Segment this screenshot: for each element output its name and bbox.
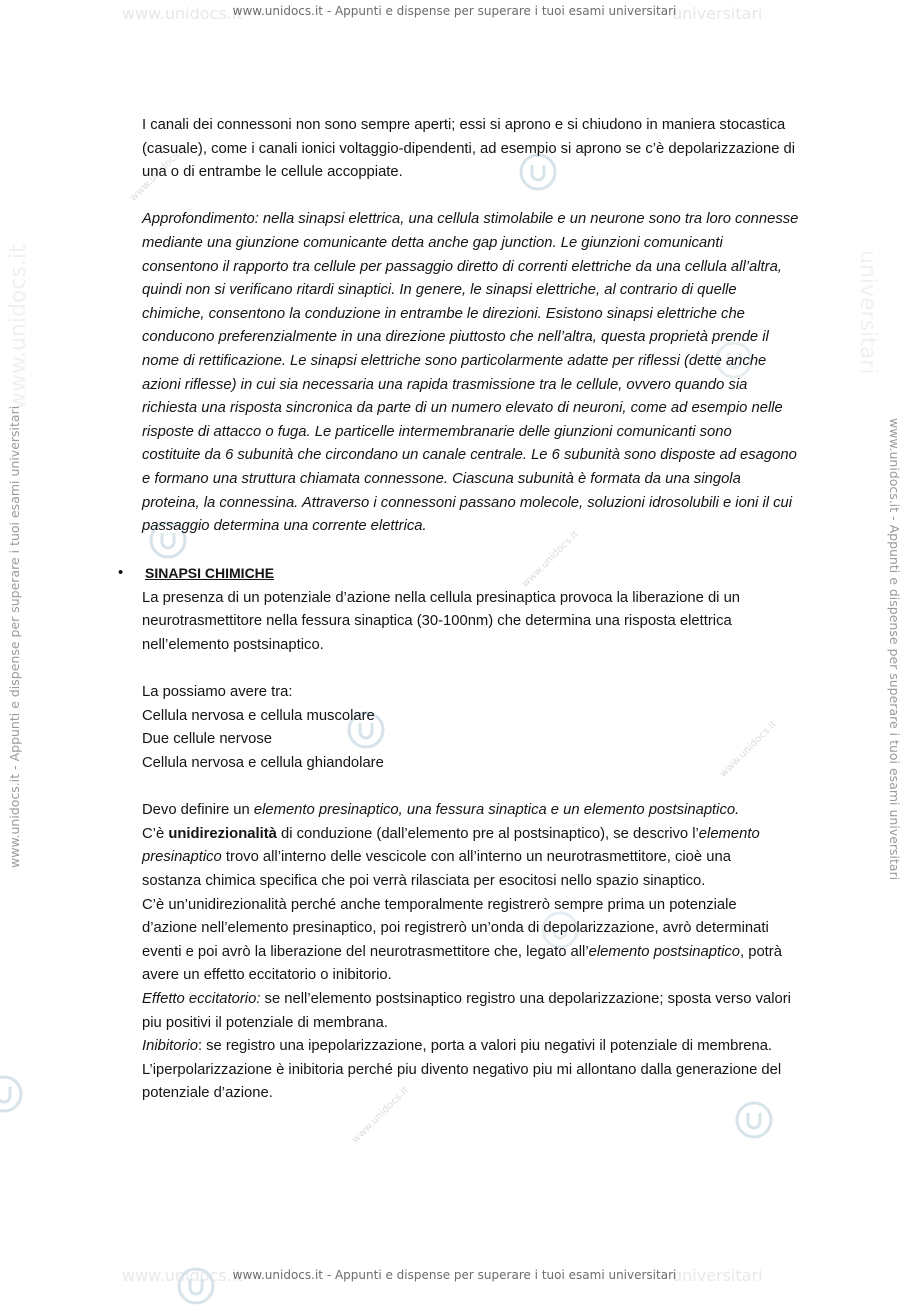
text-run: eventi e poi avrò la liberazione del neurotrasmettitore che, legato all’ (142, 943, 589, 960)
text-line: nell’elemento postsinaptico. (142, 637, 324, 654)
text-run: , potrà (740, 943, 782, 960)
paragraph-elementi (142, 799, 842, 1106)
text-line: mediante una giunzione comunicante detta anche gap junction. Le giunzioni comunicanti (142, 234, 723, 251)
text-line: I canali dei connessoni non sono sempre aperti; essi si aprono e si chiudono in maniera stocastica (142, 117, 786, 133)
page-footer-watermark: www.unidocs.it - Appunti e dispense per superare i tuoi esami universitari (232, 1268, 677, 1282)
text-line: neurotrasmettitore nella fessura sinaptica (30-100nm) che determina una risposta elettrica (142, 613, 732, 630)
text-line: potenziale d’azione. (142, 1085, 273, 1102)
text-line: proteina, la connessina. Attraverso i connessoni passano molecole, soluzioni idrosolubili e ioni il cui (142, 494, 793, 511)
paragraph-approfondimento (142, 208, 842, 538)
text-line: risposte di attacco o fuga. Le particelle intermembranarie delle giunzioni comunicanti sono (142, 423, 732, 440)
text-run: elemento postsinaptico (588, 943, 740, 960)
text-line: (casuale), come i canali ionici voltaggio-dipendenti, ad esempio si aprono se c’è depolarizzazione di (142, 140, 796, 157)
list-intro: La possiamo avere tra: (142, 684, 293, 701)
side-watermark-right: www.unidocs.it - Appunti e dispense per superare i tuoi esami universitari (887, 418, 902, 881)
text-run: presinaptico (142, 849, 222, 866)
section-heading: SINAPSI CHIMICHE (145, 565, 275, 582)
text-run: Devo definire un (142, 802, 254, 819)
paragraph-sinapsi-chimiche (142, 587, 842, 658)
list-item: Cellula nervosa e cellula muscolare (142, 707, 375, 724)
unidocs-logo-icon (0, 1074, 24, 1114)
unidocs-logo-icon (734, 1100, 774, 1140)
text-line: quindi non si verificano ritardi sinaptici. In genere, le sinapsi elettriche, al contrario di quelle (142, 282, 737, 299)
text-line: nome di rettificazione. Le sinapsi elettriche sono particolarmente adatte per riflessi (dette anche (142, 352, 767, 369)
text-run: C’è (142, 825, 169, 842)
paragraph-connessoni (142, 114, 842, 185)
text-run: elemento presinaptico, una fessura sinaptica e un elemento postsinaptico. (253, 802, 740, 819)
unidocs-logo-icon (176, 1266, 216, 1306)
text-line: chimiche, consentono la conduzione in entrambe le direzioni. Esistono sinapsi elettriche che (142, 305, 745, 322)
text-line: consentono il rapporto tra cellule per passaggio diretto di correnti elettriche da una cellula all’altra, (142, 258, 782, 275)
side-ghost-left: www.unidocs.it (6, 244, 31, 410)
text-run: elemento (698, 825, 760, 842)
list-block (142, 681, 842, 775)
text-line: costituite da 6 subunità che circondano un canale centrale. Le 6 subunità sono disposte ad esagono (142, 447, 797, 464)
text-line: passaggio determina una corrente elettrica. (142, 518, 427, 535)
text-line: e formano una struttura chiamata connessone. Ciascuna subunità è formata da una singola (142, 470, 741, 487)
text-line: richiesta una risposta sincronica da parte di un numero elevato di neuroni, come ad esempio nelle (142, 400, 783, 417)
text-run: : se registro una ipepolarizzazione, porta a valori piu negativi il potenziale di membrena. (197, 1038, 773, 1055)
side-watermark-left: www.unidocs.it - Appunti e dispense per superare i tuoi esami universitari (7, 405, 22, 868)
bullet-icon: • (118, 565, 124, 582)
text-line: piu positivi il potenziale di membrana. (142, 1014, 388, 1031)
diagonal-watermark-text: www.unidocs.it (520, 528, 582, 590)
text-line: L’iperpolarizzazione è inibitoria perché piu divento negativo piu mi allontano dalla generazione del (142, 1061, 782, 1078)
text-line: avere un effetto eccitatorio o inibitorio. (142, 967, 392, 984)
document-body (118, 114, 842, 1106)
text-run: se nell’elemento postsinaptico registro una depolarizzazione; sposta verso valori (260, 990, 791, 1007)
header-ghost-left: www.unidocs.it (122, 4, 243, 23)
section-heading-row (118, 562, 842, 587)
diagonal-watermark-text: www.unidocs.it (718, 718, 780, 780)
header-ghost-right: universitari (672, 4, 763, 23)
text-line: azioni riflesse) in cui sia necessaria una rapida trasmissione tra le cellule, ovvero quando sia (142, 376, 748, 393)
text-run-bold: unidirezionalità (168, 825, 277, 842)
text-line: d’azione nell’elemento presinaptico, poi registrerò un’onda di depolarizzazione, avrò determinati (142, 920, 769, 937)
side-ghost-right: universitari (855, 250, 880, 375)
text-line: Approfondimento: nella sinapsi elettrica, una cellula stimolabile e un neurone sono tra loro connesse (142, 211, 799, 228)
text-line: La presenza di un potenziale d’azione nella cellula presinaptica provoca la liberazione di un (142, 589, 741, 606)
list-item: Cellula nervosa e cellula ghiandolare (142, 755, 384, 772)
text-line: C’è un’unidirezionalità perché anche temporalmente registrerò sempre prima un potenziale (142, 896, 737, 913)
page-header-watermark: www.unidocs.it - Appunti e dispense per superare i tuoi esami universitari (232, 4, 677, 18)
text-run: Effetto eccitatorio: (142, 990, 261, 1007)
text-line: conducono preferenzialmente in una direzione piuttosto che nell’altra, questa proprietà prende il (142, 329, 769, 346)
diagonal-watermark-text: www.unidocs.it (128, 142, 190, 204)
text-line: sostanza chimica specifica che poi verrà rilasciata per esocitosi nello spazio sinaptico. (142, 873, 706, 889)
text-run: di conduzione (dall’elemento pre al postsinaptico), se descrivo l’ (276, 825, 699, 842)
text-run: trovo all’interno delle vescicole con all’interno un neurotrasmettitore, cioè una (221, 849, 731, 866)
diagonal-watermark-text: www.unidocs.it (350, 1084, 412, 1146)
text-line: una o di entrambe le cellule accoppiate. (142, 164, 403, 181)
text-run: Inibitorio (142, 1038, 198, 1055)
list-item: Due cellule nervose (142, 731, 272, 748)
footer-ghost-right: universitari (672, 1266, 763, 1285)
footer-ghost-left: www.unidocs.it (122, 1266, 243, 1285)
